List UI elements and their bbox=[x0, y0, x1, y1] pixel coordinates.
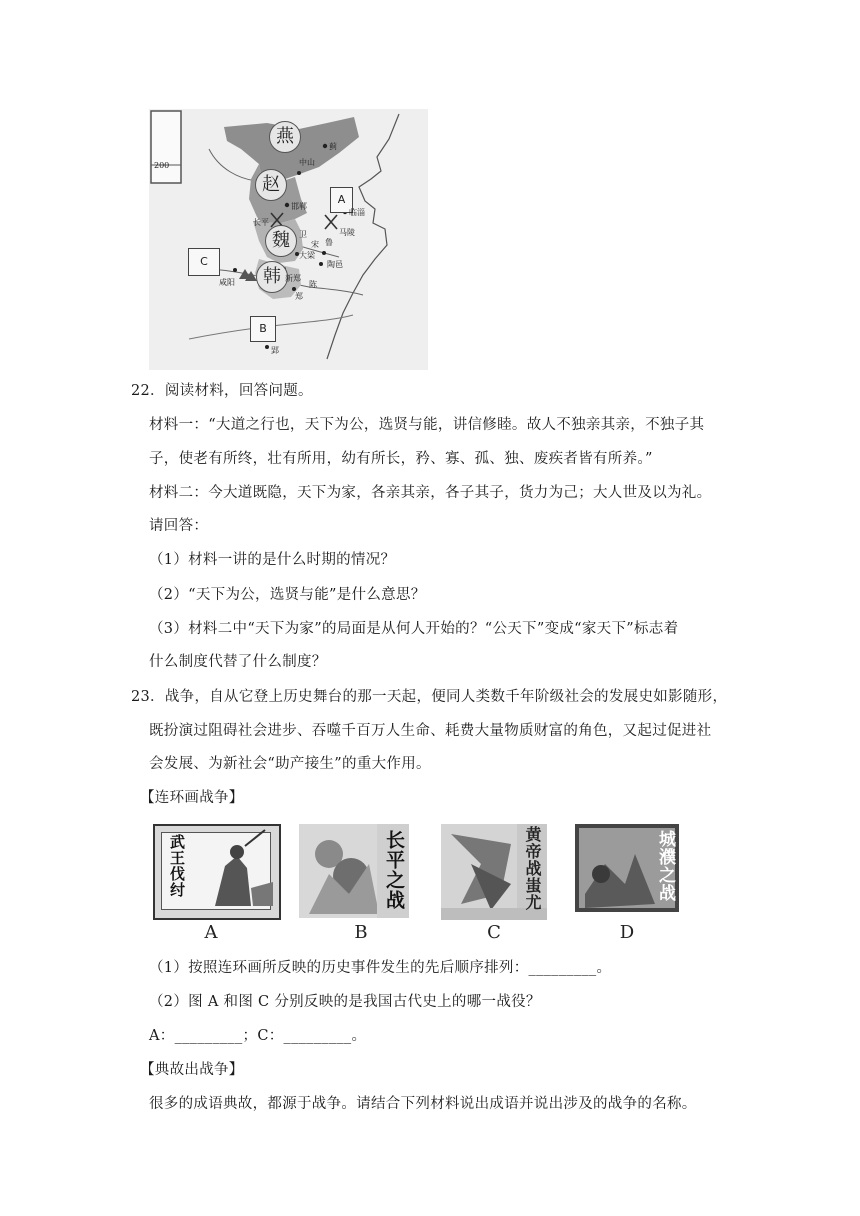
place-song: 宋 bbox=[311, 240, 319, 249]
q23-line3: 会发展、为新社会“助产接生”的重大作用。 bbox=[149, 756, 431, 772]
comic-b-title: 长平之战 bbox=[383, 830, 405, 910]
q23-section-comics: 【连环画战争】 bbox=[140, 790, 244, 806]
q23-line2: 既扮演过阻碍社会进步、吞噬千百万人生命、耗费大量物质财富的角色，又起过促进社 bbox=[149, 723, 712, 739]
place-ying: 郢 bbox=[271, 346, 279, 355]
q22-ask: 请回答： bbox=[149, 518, 209, 534]
q22-stem-text: 阅读材料，回答问题。 bbox=[164, 383, 313, 399]
q23-line1 bbox=[131, 687, 727, 707]
comic-card-d bbox=[575, 824, 679, 912]
q23-sub2-answer: A：_________；C：_________。 bbox=[149, 1028, 367, 1044]
q22-material1-line1: 材料一：“大道之行也，天下为公，选贤与能，讲信修睦。故人不独亲其亲，不独子其 bbox=[149, 417, 705, 433]
q23-number: 23． bbox=[131, 689, 165, 705]
q23-sub2: （2）图 A 和图 C 分别反映的是我国古代史上的哪一战役？ bbox=[149, 994, 541, 1010]
place-changping: 长平 bbox=[253, 218, 269, 227]
q23-line1-text: 战争，自从它登上历史舞台的那一天起，便同人类数千年阶级社会的发展史如影随形， bbox=[164, 689, 728, 705]
q22-material2: 材料二：今大道既隐，天下为家，各亲其亲，各子其子，货力为己；大人世及以为礼。 bbox=[149, 485, 712, 501]
state-han: 韩 bbox=[256, 261, 288, 293]
comic-a-title: 武王伐纣 bbox=[168, 834, 186, 898]
comic-covers bbox=[149, 818, 682, 944]
q22-stem bbox=[131, 381, 313, 401]
comic-d-title: 城濮之战 bbox=[655, 830, 675, 902]
comic-card-b bbox=[299, 824, 409, 918]
q22-material1-line2: 子，使老有所终，壮有所用，幼有所长，矜、寡、孤、独、废疾者皆有所养。” bbox=[149, 451, 653, 467]
comic-letter-b: B bbox=[354, 922, 368, 943]
q22-sub3-line2: 什么制度代替了什么制度？ bbox=[149, 654, 327, 670]
place-maling: 马陵 bbox=[339, 228, 355, 237]
comic-c-title: 黄帝战蚩尤 bbox=[523, 826, 542, 911]
map-box-c: C bbox=[188, 248, 220, 276]
place-lu: 鲁 bbox=[325, 238, 333, 247]
state-yan: 燕 bbox=[269, 121, 301, 153]
place-chen: 陈 bbox=[309, 280, 317, 289]
place-xianyang: 咸阳 bbox=[219, 278, 235, 287]
map-box-b: B bbox=[250, 316, 276, 342]
comic-letter-d: D bbox=[619, 922, 635, 943]
place-xinzheng: 新郑 bbox=[285, 274, 301, 283]
q22-sub1: （1）材料一讲的是什么时期的情况？ bbox=[149, 552, 396, 568]
q22-sub3-line1: （3）材料二中“天下为家”的局面是从何人开始的？“公天下”变成“家天下”标志着 bbox=[149, 621, 679, 637]
q23-sub3: 很多的成语典故，都源于战争。请结合下列材料说出成语并说出涉及的战争的名称。 bbox=[149, 1096, 697, 1112]
place-zhongshan: 中山 bbox=[299, 158, 315, 167]
place-linzi: 临淄 bbox=[349, 208, 365, 217]
q23-sub1: （1）按照连环画所反映的历史事件发生的先后顺序排列：_________。 bbox=[149, 960, 612, 976]
map-scale-label: 200 bbox=[154, 161, 170, 170]
place-handan: 邯郸 bbox=[291, 202, 307, 211]
comic-letter-a: A bbox=[204, 922, 218, 943]
place-daliang: 大梁 bbox=[299, 251, 315, 260]
map-box-a: A bbox=[330, 187, 353, 213]
state-wei: 魏 bbox=[265, 225, 297, 257]
state-zhao: 赵 bbox=[255, 169, 287, 201]
warring-states-map bbox=[149, 109, 428, 370]
comic-card-c bbox=[441, 824, 547, 920]
q23-section-idioms: 【典故出战争】 bbox=[140, 1062, 244, 1078]
q22-sub2: （2）“天下为公，选贤与能”是什么意思？ bbox=[149, 587, 426, 603]
place-zheng: 郑 bbox=[295, 292, 303, 301]
comic-letter-c: C bbox=[487, 922, 501, 943]
comic-card-a bbox=[153, 824, 281, 920]
q22-number: 22． bbox=[131, 383, 165, 399]
place-taoyi: 陶邑 bbox=[327, 260, 343, 269]
place-wey: 卫 bbox=[299, 230, 307, 239]
place-ji: 蓟 bbox=[329, 142, 337, 151]
